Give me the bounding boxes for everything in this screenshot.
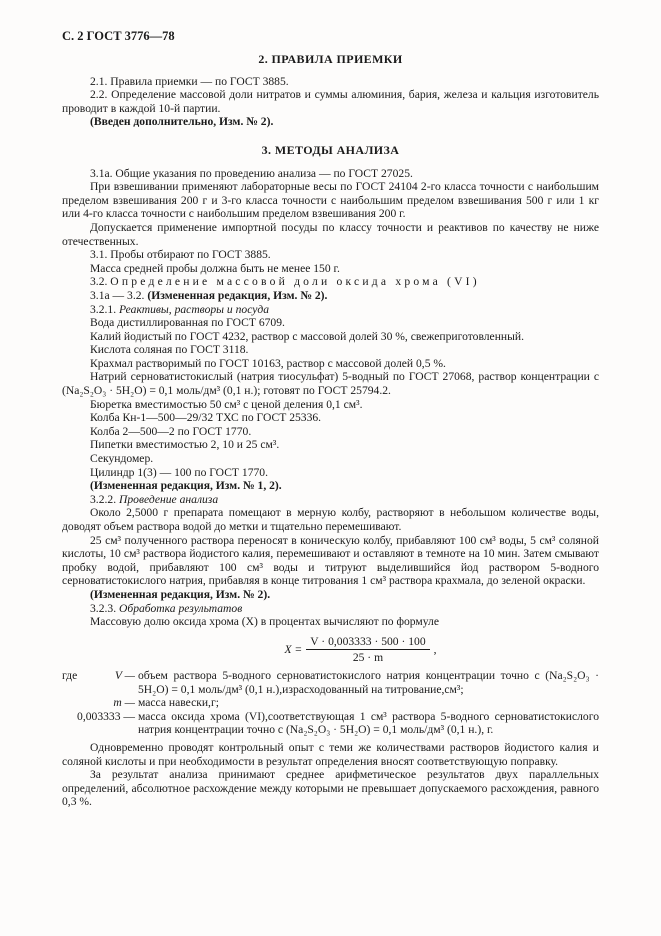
definition-lead: где <box>62 668 78 682</box>
apparatus-item: Колба 2—500—2 по ГОСТ 1770. <box>90 424 252 438</box>
paragraph-formula-intro: Массовую долю оксида хрома (X) в процентах вычисляют по формуле <box>90 615 439 629</box>
apparatus-item: Пипетки вместимостью 2, 10 и 25 см³. <box>90 438 280 452</box>
paragraph-procedure-2: 25 см³ полученного раствора переносят в коническую колбу, прибавляют 100 см³ воды, 5 см³ соляной кислоты, 10 см³ раствора йодистого калия, перемешивают и оставляют в темноте на 10 мин. Затем смывают пробку водой, прибавляют 100 см³ воды и титруют выделившийся йод раствором 5-водного серноватистокислого натрия, прибавляя в конце титрования 1 см³ раствора крахмала, до зеленой окраски. <box>62 533 599 588</box>
reagent-item: Калий йодистый по ГОСТ 4232, раствор с массовой долей 30 %, свежеприготовленный. <box>90 329 525 343</box>
section-3-title: 3. МЕТОДЫ АНАЛИЗА <box>261 142 400 157</box>
clause-title-spaced: Определение массовой доли оксида хрома (VI) <box>110 275 480 289</box>
reagent-item: Крахмал растворимый по ГОСТ 10163, раствор с массовой долей 0,5 %. <box>90 356 446 370</box>
definition-text: объем раствора 5-водного серноватистокислого натрия концентрации точно c (Na₂S₂O₃ · 5H₂O) = 0,1 моль/дм³ (0,1 н.),израсходованный на титрование,см³; <box>138 668 599 696</box>
formula-denominator: 25 · m <box>352 651 384 665</box>
clause-title: Проведение анализа <box>119 492 219 506</box>
edit-note-3: (Измененная редакция, Изм. № 2). <box>90 587 271 601</box>
definition-lead <box>62 696 92 710</box>
formula-definitions <box>62 669 599 737</box>
paragraph-3-2-2 <box>62 493 599 507</box>
apparatus-item: Цилиндр 1(3) — 100 по ГОСТ 1770. <box>90 465 268 479</box>
page-content <box>62 53 599 809</box>
definition-symbol: V — <box>114 668 135 682</box>
reagent-item: Вода дистиллированная по ГОСТ 6709. <box>90 316 285 330</box>
section-2-title: 2. ПРАВИЛА ПРИЕМКИ <box>258 52 403 66</box>
clause-number: 3.2.2. <box>90 492 117 506</box>
formula-lhs: X = <box>284 643 303 657</box>
definition-text: масса оксида хрома (VI),соответствующая 1 см³ раствора 5-водного серноватистокислого натрия концентрации точно c (Na₂S₂O₃ · 5H₂O) = 0,1 моль/дм³ (0,1 н.), г. <box>138 709 599 737</box>
formula-tail: , <box>433 643 437 657</box>
paragraph-edit-1 <box>62 289 599 303</box>
definition-symbol: m — <box>113 696 135 710</box>
paragraph-3-1a: 3.1а. Общие указания по проведению анализа — по ГОСТ 27025. <box>90 166 413 180</box>
clause-number: 3.2.3. <box>90 601 117 615</box>
clause-number: 3.2.1. <box>90 302 117 316</box>
definition-symbol: 0,003333 — <box>77 709 135 723</box>
apparatus-item: Колба Кн-1—500—29/32 ТХС по ГОСТ 25336. <box>90 411 322 425</box>
apparatus-item: Бюретка вместимостью 50 см³ с ценой деления 0,1 см³. <box>90 397 363 411</box>
paragraph-sample-mass: Масса средней пробы должна быть не менее 150 г. <box>90 261 340 275</box>
amendment-note: (Введен дополнительно, Изм. № 2). <box>90 115 274 129</box>
paragraph-import: Допускается применение импортной посуды по классу точности и реактивов по качеству не ниже отечественных. <box>62 220 599 248</box>
paragraph-3-1: 3.1. Пробы отбирают по ГОСТ 3885. <box>90 248 271 262</box>
formula-fraction <box>306 635 429 665</box>
clause-title: Реактивы, растворы и посуда <box>119 302 270 316</box>
edit-note: (Измененная редакция, Изм. № 2). <box>147 288 328 302</box>
definition-text: масса навески,г; <box>138 696 219 710</box>
paragraph-weighing: При взвешивании применяют лабораторные весы по ГОСТ 24104 2-го класса точности с наибольшим пределом взвешивания 200 г и 3-го класса точности с наибольшим пределом взвешивания 500 г или 1 кг или 4-го класса точности с наибольшим пределом взвешивания 200 г. <box>62 180 599 221</box>
edit-note-2: (Измененная редакция, Изм. № 1, 2). <box>90 479 282 493</box>
reagent-natrium: Натрий серноватистокислый (натрия тиосульфат) 5-водный по ГОСТ 27068, раствор концентрации c (Na₂S₂O₃ · 5H₂O) = 0,1 моль/дм³ (0,1 н.); готовят по ГОСТ 25794.2. <box>62 370 599 398</box>
paragraph-2-1: 2.1. Правила приемки — по ГОСТ 3885. <box>90 74 289 88</box>
clause-title: Обработка результатов <box>119 601 243 615</box>
paragraph-result: За результат анализа принимают среднее арифметическое результатов двух параллельных определений, абсолютное расхождение между которыми не превышает допускаемого расхождения, равного 0,3 %. <box>62 768 599 809</box>
page-header: С. 2 ГОСТ 3776—78 <box>62 29 175 43</box>
paragraph-control: Одновременно проводят контрольный опыт с теми же количествами растворов йодистого калия и соляной кислоты и при необходимости в результат определения вносят соответствующую поправку. <box>62 740 599 768</box>
paragraph-procedure-1: Около 2,5000 г препарата помещают в мерную колбу, растворяют в небольшом количестве воды, доводят объем раствора водой до метки и тщательно перемешивают. <box>62 506 599 533</box>
formula-numerator: V · 0,003333 · 500 · 100 <box>306 635 429 651</box>
reagent-item: Кислота соляная по ГОСТ 3118. <box>90 343 249 357</box>
apparatus-item: Секундомер. <box>90 452 154 466</box>
paragraph-3-2-3 <box>62 602 599 616</box>
paragraph-3-2-1 <box>62 303 599 317</box>
edit-range: 3.1а — 3.2. <box>90 288 145 302</box>
clause-number: 3.2. <box>90 275 108 289</box>
paragraph-2-2: 2.2. Определение массовой доли нитратов и суммы алюминия, бария, железа и кальция изготовитель проводит в каждой 10-й партии. <box>62 88 599 115</box>
formula <box>122 635 599 665</box>
paragraph-3-2 <box>62 275 599 289</box>
